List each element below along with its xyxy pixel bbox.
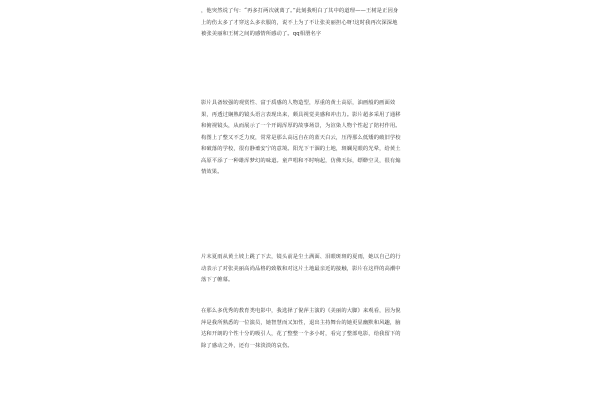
paragraph-4: 在那么多优秀的教育类电影中，我选择了倪萍主演的《美丽的大脚》来观看，因为倪萍是我所熟悉的一位演员，她智慧而又知性，退出主持舞台的她更显幽默和风趣，脑达和开朗的个性十分的吸引人，花了整整一个多小时，看完了整部电影，给我留下的除了感动之外，还有一抹淡淡的哀伤。	[201, 308, 401, 349]
paragraph-3: 片末夏雨从黄土坡上跳了下去，镜头前是尘土满面、泪眼斑斑的夏雨，她以自己的行动表示了对张美丽高尚品格的致敬和对这片土地最亲近的接触，影片在这样的高潮中落下了帷幕。	[201, 254, 401, 283]
paragraph-2: 影片具备较强的观赏性、富于质感的人物造型，厚重的黄土高原，油画般的画面效果，再透过娴熟的镜头语言表现出来，颇具视觉美感和冲击力。影片超多采用了通移和俯视镜头，从而展示了一个开阔浑厚的故事场景，为渲染人物个性起了陪衬作用。构图上了整又不乏力度，常常是那么高远自在的蓝天白云，压得那么低矮的破旧学校和破落的学校，很有静谧安宁的意境。阳光下干涸的土地，斑斓晃眼的光晕，给黄土高原平添了一种雄浑梦幻的味道。童声唱和不时响起，仿佛天际，缥缈空灵，很有煽情效果。	[201, 100, 401, 175]
paragraph-1: ，他突然说了句：“再多打两次就离了。”此刻我明白了其中的道理——王树是正因身上的伤太多了才穿这么多衣服的，说不上为了不让张美丽担心呀!这时我再次深深地被张美丽和王树之间的感情所感动了。qq相册名字	[201, 8, 399, 37]
